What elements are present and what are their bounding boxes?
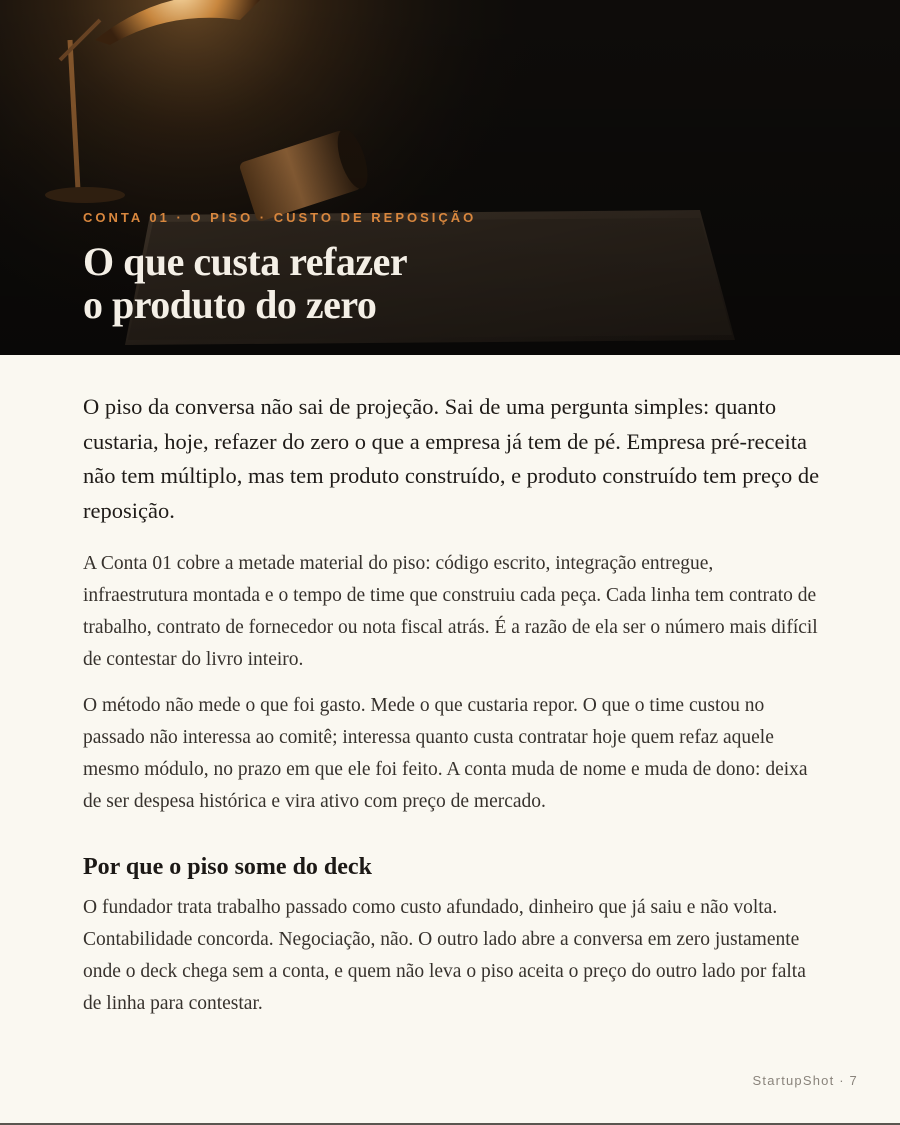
section-heading: Por que o piso some do deck bbox=[83, 854, 372, 880]
body-paragraph-1: A Conta 01 cobre a metade material do piso: código escrito, integração entregue, infraestrutura montada e o tempo de time que construiu cada peça. Cada linha tem contrato de trabalho, contrato de fornecedor ou nota fiscal atrás. É a razão de ela ser o número mais difícil de contestar do livro inteiro. bbox=[83, 553, 818, 670]
body-paragraph-3: O fundador trata trabalho passado como custo afundado, dinheiro que já saiu e não volta. Contabilidade concorda. Negociação, não. O outro lado abre a conversa em zero justamente onde o deck chega sem a conta, e quem não leva o piso aceita o preço do outro lado por falta de linha para contestar. bbox=[83, 897, 806, 1014]
article-body bbox=[83, 390, 823, 1034]
section-kicker: CONTA 01 · O PISO · CUSTO DE REPOSIÇÃO bbox=[83, 210, 477, 225]
body-paragraph-2: O método não mede o que foi gasto. Mede o que custaria repor. O que o time custou no passado não interessa ao comitê; interessa quanto custa contratar hoje quem refaz aquele mesmo módulo, no prazo em que ele foi feito. A conta muda de nome e muda de dono: deixa de ser despesa histórica e vira ativo com preço de mercado. bbox=[83, 695, 808, 812]
lead-paragraph: O piso da conversa não sai de projeção. Sai de uma pergunta simples: quanto custaria, hoje, refazer do zero o que a empresa já tem de pé. Empresa pré-receita não tem múltiplo, mas tem produto construído, e produto construído tem preço de reposição. bbox=[83, 394, 820, 523]
page-title bbox=[83, 240, 407, 326]
page-title-line-2: o produto do zero bbox=[83, 282, 377, 327]
page-title-line-1: O que custa refazer bbox=[83, 239, 408, 284]
page-footer: StartupShot · 7 bbox=[752, 1073, 858, 1088]
hero-image bbox=[0, 0, 900, 355]
